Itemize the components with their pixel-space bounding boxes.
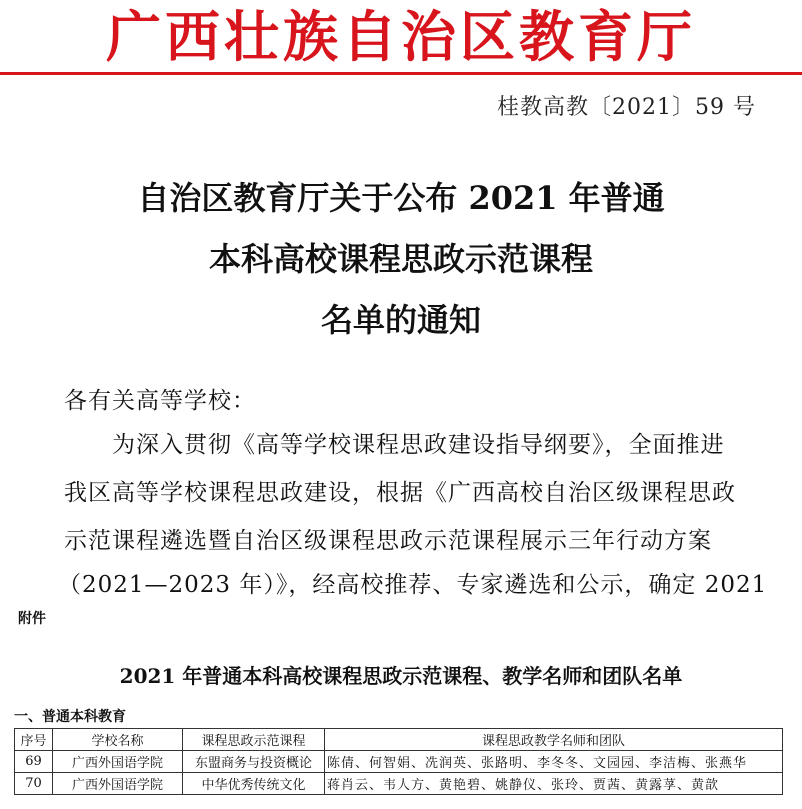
red-header-rule <box>0 72 802 75</box>
cell-school: 广西外国语学院 <box>53 751 183 773</box>
table-row <box>15 773 783 795</box>
attachment-list-title: 2021 年普通本科高校课程思政示范课程、教学名师和团队名单 <box>119 664 683 688</box>
issuer-title: 广西壮族自治区教育厅 <box>105 5 696 69</box>
cell-index: 69 <box>15 751 53 773</box>
cell-course: 东盟商务与投资概论 <box>183 751 325 773</box>
document-number: 桂教高教〔2021〕59 号 <box>497 95 756 120</box>
table-header-row <box>15 729 783 751</box>
course-list-table <box>14 728 783 795</box>
cell-teachers: 蒋肖云、韦人方、黄艳碧、姚静仪、张玲、贾茜、黄露莩、黄歆 <box>325 773 783 795</box>
cell-teachers: 陈倩、何智娟、冼润英、张路明、李冬冬、文园园、李洁梅、张燕华 <box>325 751 783 773</box>
body-line-3: 示范课程遴选暨自治区级课程思政示范课程展示三年行动方案 <box>64 528 712 554</box>
notice-title <box>0 168 802 351</box>
body-line-2: 我区高等学校课程思政建设，根据《广西高校自治区级课程思政 <box>64 480 736 506</box>
cell-course: 中华优秀传统文化 <box>183 773 325 795</box>
cell-school: 广西外国语学院 <box>53 773 183 795</box>
notice-title-line-2: 本科高校课程思政示范课程 <box>208 240 593 278</box>
salutation: 各有关高等学校： <box>64 388 256 414</box>
notice-title-line-1: 自治区教育厅关于公布 2021 年普通 <box>137 179 665 217</box>
body-line-4: （2021—2023 年）》，经高校推荐、专家遴选和公示，确定 2021 <box>58 572 768 598</box>
notice-title-line-3: 名单的通知 <box>320 301 481 339</box>
table-row <box>15 751 783 773</box>
header-school: 学校名称 <box>53 729 183 751</box>
header-teachers: 课程思政教学名师和团队 <box>325 729 783 751</box>
header-course: 课程思政示范课程 <box>183 729 325 751</box>
header-index: 序号 <box>15 729 53 751</box>
cell-index: 70 <box>15 773 53 795</box>
body-line-1: 为深入贯彻《高等学校课程思政建设指导纲要》，全面推进 <box>112 432 725 458</box>
attachment-label: 附件 <box>18 611 46 627</box>
section-heading: 一、普通本科教育 <box>14 709 126 725</box>
